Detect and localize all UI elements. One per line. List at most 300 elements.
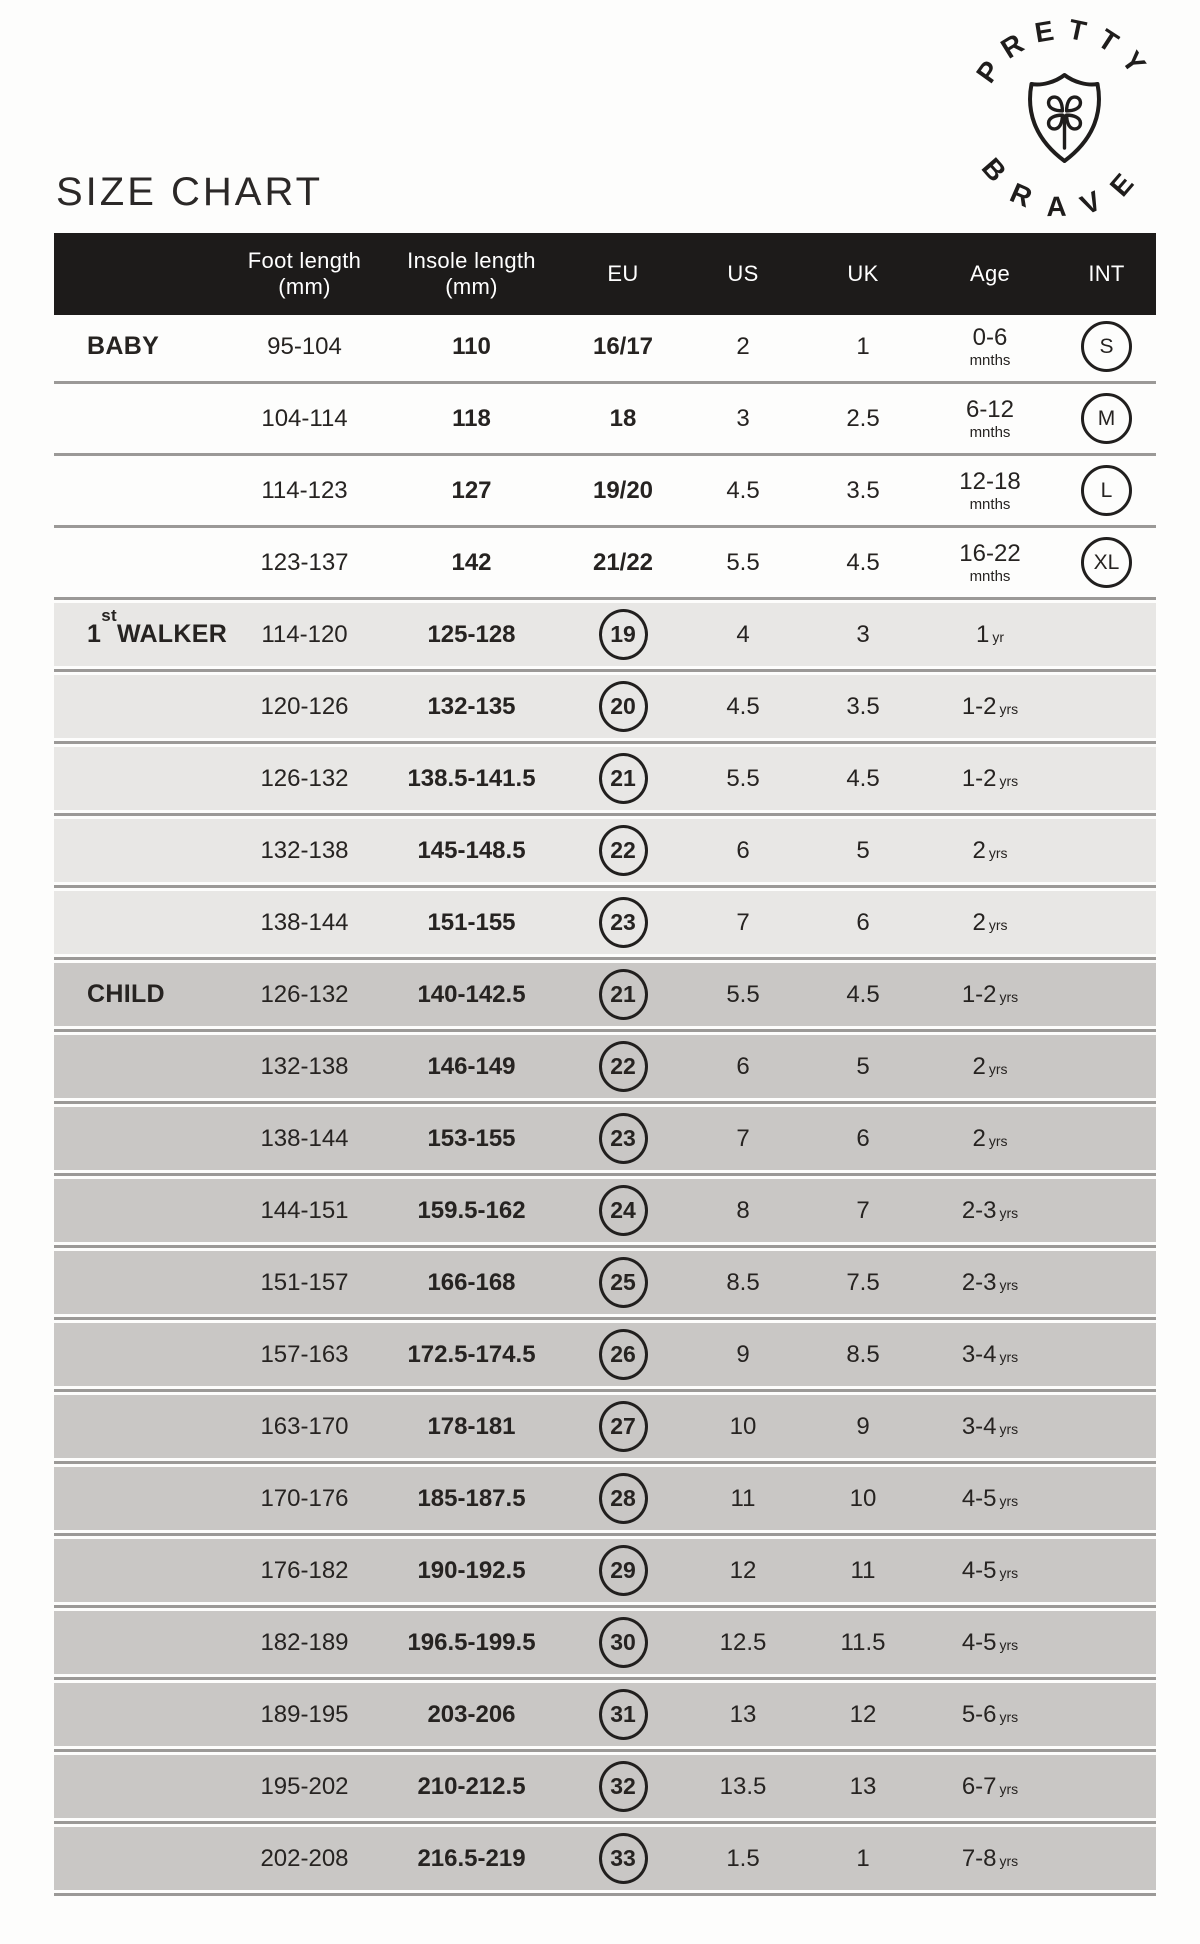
row-divider [54, 594, 1156, 603]
cell-age [923, 1323, 1057, 1386]
cell-eu-size [563, 963, 683, 1026]
age-value-group [972, 836, 1008, 864]
cell-int-size [1057, 819, 1156, 882]
age-value-group [961, 1196, 1019, 1224]
row-divider [54, 1602, 1156, 1611]
cell-eu-size [563, 1035, 683, 1098]
table-row [54, 1683, 1156, 1746]
age-value: 2 [972, 1124, 986, 1152]
table-row [54, 819, 1156, 882]
age-value-group [972, 1052, 1008, 1080]
age-value-group [961, 1484, 1019, 1512]
cell-age [923, 891, 1057, 954]
eu-size-badge: 24 [599, 1185, 648, 1236]
age-unit: mnths [969, 495, 1011, 513]
cell-int-size [1057, 891, 1156, 954]
cell-insole-length: 178-181 [427, 1412, 516, 1440]
cell-uk-size: 13 [849, 1772, 877, 1800]
cell-int-size [1057, 675, 1156, 738]
cell-uk-size: 7.5 [846, 1268, 880, 1296]
cell-uk-size: 10 [849, 1484, 877, 1512]
row-divider-line [54, 1173, 1156, 1176]
row-divider [54, 1890, 1156, 1899]
eu-size-badge: 23 [599, 1113, 648, 1164]
category-label [54, 891, 229, 954]
cell-uk-size: 3 [856, 620, 870, 648]
cell-insole-length: 210-212.5 [417, 1772, 526, 1800]
cell-foot-length: 195-202 [260, 1772, 349, 1800]
row-divider-line [54, 1245, 1156, 1248]
cell-uk-size: 3.5 [846, 476, 880, 504]
row-divider [54, 1170, 1156, 1179]
age-unit: mnths [969, 567, 1011, 585]
cell-insole-length: 142 [451, 548, 492, 576]
age-value: 2-3 [961, 1196, 997, 1224]
age-value-group [961, 1340, 1019, 1368]
cell-age [923, 1611, 1057, 1674]
category-label [54, 387, 229, 450]
cell-us-size: 8.5 [726, 1268, 760, 1296]
category-label [54, 459, 229, 522]
cell-foot-length: 202-208 [260, 1844, 349, 1872]
age-value: 3-4 [961, 1412, 997, 1440]
cell-age [923, 459, 1057, 522]
cell-eu-size [563, 1395, 683, 1458]
cell-insole-length: 138.5-141.5 [407, 764, 536, 792]
cell-age [923, 315, 1057, 378]
cell-us-size: 5.5 [726, 548, 760, 576]
row-divider-line [54, 957, 1156, 960]
row-divider-line [54, 1605, 1156, 1608]
age-value-group [961, 1268, 1019, 1296]
age-value: 4-5 [961, 1628, 997, 1656]
cell-us-size: 13.5 [719, 1772, 767, 1800]
age-value-group [965, 395, 1015, 441]
row-divider [54, 378, 1156, 387]
cell-insole-length: 166-168 [427, 1268, 516, 1296]
logo-bottom-text: BRAVE [975, 151, 1154, 223]
cell-eu-size: 18 [609, 404, 637, 432]
age-value-group [961, 980, 1019, 1008]
cell-insole-length: 145-148.5 [417, 836, 526, 864]
category-label [54, 1539, 229, 1602]
cell-eu-size: 21/22 [592, 548, 654, 576]
table-row [54, 1323, 1156, 1386]
age-value-group [959, 539, 1021, 585]
age-value-group [959, 467, 1021, 513]
cell-uk-size: 6 [856, 1124, 870, 1152]
cell-foot-length: 123-137 [260, 548, 349, 576]
table-row [54, 603, 1156, 666]
cell-int-size [1057, 1611, 1156, 1674]
cell-eu-size [563, 1251, 683, 1314]
cell-us-size: 7 [736, 1124, 750, 1152]
cell-us-size: 6 [736, 1052, 750, 1080]
cell-int-size [1057, 1323, 1156, 1386]
cell-us-size: 4 [736, 620, 750, 648]
cell-insole-length: 172.5-174.5 [407, 1340, 536, 1368]
category-label [54, 1323, 229, 1386]
age-unit: yrs [988, 1132, 1008, 1149]
row-divider [54, 1026, 1156, 1035]
cell-eu-size [563, 819, 683, 882]
row-divider [54, 1242, 1156, 1251]
eu-size-badge: 29 [599, 1545, 648, 1596]
cell-us-size: 12 [729, 1556, 757, 1584]
row-divider [54, 1386, 1156, 1395]
cell-eu-size: 19/20 [592, 476, 654, 504]
table-row [54, 675, 1156, 738]
cell-uk-size: 11.5 [840, 1628, 886, 1656]
age-unit: yrs [999, 1780, 1019, 1797]
age-value: 1-2 [961, 980, 997, 1008]
age-value-group [961, 1628, 1019, 1656]
row-divider [54, 450, 1156, 459]
age-value: 4-5 [961, 1556, 997, 1584]
cell-eu-size [563, 1179, 683, 1242]
cell-age [923, 531, 1057, 594]
category-label [54, 1467, 229, 1530]
table-row [54, 1395, 1156, 1458]
row-divider-line [54, 669, 1156, 672]
age-unit: yrs [999, 1636, 1019, 1653]
row-divider [54, 1818, 1156, 1827]
cell-foot-length: 144-151 [260, 1196, 349, 1224]
row-divider [54, 1674, 1156, 1683]
age-value-group [961, 1556, 1019, 1584]
row-divider [54, 738, 1156, 747]
cell-int-size [1057, 1395, 1156, 1458]
age-value: 5-6 [961, 1700, 997, 1728]
age-unit: yrs [999, 1276, 1019, 1293]
age-value: 3-4 [961, 1340, 997, 1368]
size-table [54, 233, 1156, 1899]
cell-insole-length: 185-187.5 [417, 1484, 526, 1512]
table-row [54, 531, 1156, 594]
category-label [54, 531, 229, 594]
age-value-group [969, 323, 1011, 369]
cell-age [923, 819, 1057, 882]
header-insole-length [380, 233, 563, 315]
cell-uk-size: 4.5 [846, 764, 880, 792]
eu-size-badge: 27 [599, 1401, 648, 1452]
age-unit: yrs [999, 1420, 1019, 1437]
cell-us-size: 7 [736, 908, 750, 936]
cell-int-size [1057, 1107, 1156, 1170]
age-value-group [961, 1412, 1019, 1440]
cell-insole-length: 196.5-199.5 [407, 1628, 536, 1656]
age-unit: yrs [999, 1708, 1019, 1725]
category-label [54, 1107, 229, 1170]
cell-age [923, 1683, 1057, 1746]
header-uk: UK [847, 261, 879, 287]
age-unit: yrs [988, 844, 1008, 861]
header-category [54, 233, 229, 315]
age-value: 12-18 [959, 467, 1021, 495]
cell-uk-size: 9 [856, 1412, 870, 1440]
cell-eu-size [563, 1827, 683, 1890]
row-divider [54, 810, 1156, 819]
cell-insole-length: 159.5-162 [417, 1196, 526, 1224]
header-age: Age [969, 261, 1011, 287]
row-divider-line [54, 1461, 1156, 1464]
cell-eu-size [563, 1755, 683, 1818]
age-value: 6-7 [961, 1772, 997, 1800]
cell-int-size [1057, 1827, 1156, 1890]
cell-int-size [1057, 1539, 1156, 1602]
cell-eu-size: 16/17 [592, 332, 654, 360]
cell-age [923, 387, 1057, 450]
row-divider-line [54, 1677, 1156, 1680]
cell-int-size [1057, 1755, 1156, 1818]
cell-age [923, 1539, 1057, 1602]
logo-top-text: PRETTY [970, 12, 1159, 89]
cell-age [923, 1107, 1057, 1170]
cell-foot-length: 138-144 [260, 908, 349, 936]
table-row [54, 1107, 1156, 1170]
age-value: 6-12 [965, 395, 1015, 423]
cell-eu-size [563, 675, 683, 738]
cell-insole-length: 190-192.5 [417, 1556, 526, 1584]
table-row [54, 1179, 1156, 1242]
age-value: 0-6 [972, 323, 1008, 351]
cell-uk-size: 5 [856, 1052, 870, 1080]
cell-us-size: 9 [736, 1340, 750, 1368]
age-value-group [961, 1700, 1019, 1728]
category-label [54, 1035, 229, 1098]
cell-uk-size: 5 [856, 836, 870, 864]
row-divider-line [54, 1533, 1156, 1536]
age-value-group [961, 1772, 1019, 1800]
eu-size-badge: 22 [599, 825, 648, 876]
row-divider-line [54, 1317, 1156, 1320]
cell-foot-length: 176-182 [260, 1556, 349, 1584]
age-value: 4-5 [961, 1484, 997, 1512]
row-divider-line [54, 741, 1156, 744]
shield-clover-icon [1030, 75, 1099, 161]
table-row [54, 1755, 1156, 1818]
int-size-badge: S [1081, 321, 1132, 372]
age-unit: yrs [999, 772, 1019, 789]
cell-age [923, 1251, 1057, 1314]
age-unit: yrs [988, 1060, 1008, 1077]
table-row [54, 1467, 1156, 1530]
cell-age [923, 1179, 1057, 1242]
age-value: 2-3 [961, 1268, 997, 1296]
cell-age [923, 747, 1057, 810]
row-divider-line [54, 885, 1156, 888]
age-value: 1-2 [961, 692, 997, 720]
cell-insole-length: 125-128 [427, 620, 516, 648]
eu-size-badge: 20 [599, 681, 648, 732]
cell-insole-length: 203-206 [427, 1700, 516, 1728]
row-divider-line [54, 597, 1156, 600]
cell-insole-length: 118 [452, 404, 491, 432]
cell-us-size: 4.5 [726, 692, 760, 720]
cell-int-size [1057, 603, 1156, 666]
cell-age [923, 675, 1057, 738]
cell-foot-length: 104-114 [261, 404, 348, 432]
table-row [54, 1611, 1156, 1674]
cell-age [923, 963, 1057, 1026]
category-label [54, 1683, 229, 1746]
cell-int-size [1057, 531, 1156, 594]
table-row [54, 1827, 1156, 1890]
row-divider [54, 522, 1156, 531]
cell-int-size [1057, 387, 1156, 450]
age-unit: yrs [988, 916, 1008, 933]
cell-us-size: 5.5 [726, 980, 760, 1008]
age-value-group [961, 1844, 1019, 1872]
category-label-text: BABY [87, 332, 160, 360]
age-value: 2 [972, 836, 986, 864]
cell-uk-size: 11 [850, 1556, 876, 1584]
header-us: US [727, 261, 759, 287]
page-title: SIZE CHART [56, 170, 324, 214]
category-label [54, 1827, 229, 1890]
row-divider [54, 1746, 1156, 1755]
cell-foot-length: 95-104 [267, 332, 342, 360]
cell-eu-size [563, 1323, 683, 1386]
row-divider-line [54, 453, 1156, 456]
cell-age [923, 603, 1057, 666]
age-unit: yrs [999, 1492, 1019, 1509]
cell-int-size [1057, 1035, 1156, 1098]
cell-foot-length: 114-123 [261, 476, 348, 504]
eu-size-badge: 21 [599, 969, 648, 1020]
cell-insole-length: 127 [451, 476, 492, 504]
row-divider-line [54, 813, 1156, 816]
cell-insole-length: 146-149 [427, 1052, 516, 1080]
cell-eu-size [563, 747, 683, 810]
cell-insole-length: 110 [452, 332, 491, 360]
header-int: INT [1088, 261, 1125, 287]
int-size-badge: XL [1081, 537, 1132, 588]
age-unit: mnths [969, 423, 1011, 441]
cell-foot-length: 132-138 [260, 836, 349, 864]
cell-foot-length: 151-157 [260, 1268, 349, 1296]
cell-int-size [1057, 1251, 1156, 1314]
cell-eu-size [563, 891, 683, 954]
cell-us-size: 13 [729, 1700, 757, 1728]
cell-uk-size: 8.5 [846, 1340, 880, 1368]
table-row [54, 963, 1156, 1026]
row-divider-line [54, 1893, 1156, 1896]
cell-int-size [1057, 963, 1156, 1026]
cell-age [923, 1035, 1057, 1098]
cell-uk-size: 7 [856, 1196, 870, 1224]
age-unit: yrs [999, 988, 1019, 1005]
eu-size-badge: 23 [599, 897, 648, 948]
eu-size-badge: 28 [599, 1473, 648, 1524]
cell-uk-size: 2.5 [846, 404, 880, 432]
header-foot-length-label: Foot length [247, 248, 362, 274]
cell-foot-length: 132-138 [260, 1052, 349, 1080]
cell-foot-length: 126-132 [260, 764, 349, 792]
category-label [54, 603, 229, 666]
cell-insole-length: 140-142.5 [417, 980, 526, 1008]
age-value: 7-8 [961, 1844, 997, 1872]
category-label [54, 1755, 229, 1818]
cell-us-size: 3 [736, 404, 750, 432]
cell-us-size: 11 [730, 1484, 756, 1512]
age-value-group [972, 908, 1008, 936]
cell-us-size: 4.5 [726, 476, 760, 504]
age-unit: yr [992, 628, 1005, 645]
cell-us-size: 6 [736, 836, 750, 864]
cell-foot-length: 170-176 [260, 1484, 349, 1512]
cell-age [923, 1827, 1057, 1890]
age-unit: yrs [999, 1564, 1019, 1581]
row-divider-line [54, 525, 1156, 528]
eu-size-badge: 32 [599, 1761, 648, 1812]
eu-size-badge: 25 [599, 1257, 648, 1308]
eu-size-badge: 30 [599, 1617, 648, 1668]
cell-uk-size: 4.5 [846, 980, 880, 1008]
header-insole-length-label: Insole length [407, 248, 536, 274]
cell-us-size: 5.5 [726, 764, 760, 792]
row-divider-line [54, 381, 1156, 384]
table-header-row [54, 233, 1156, 315]
cell-foot-length: 189-195 [260, 1700, 349, 1728]
eu-size-badge: 31 [599, 1689, 648, 1740]
cell-insole-length: 153-155 [427, 1124, 516, 1152]
row-divider [54, 1098, 1156, 1107]
row-divider-line [54, 1749, 1156, 1752]
age-value-group [975, 620, 1005, 648]
cell-eu-size [563, 1683, 683, 1746]
category-label [54, 1251, 229, 1314]
cell-foot-length: 138-144 [260, 1124, 349, 1152]
eu-size-badge: 22 [599, 1041, 648, 1092]
table-row [54, 747, 1156, 810]
cell-uk-size: 4.5 [846, 548, 880, 576]
age-value: 2 [972, 908, 986, 936]
eu-size-badge: 33 [599, 1833, 648, 1884]
cell-uk-size: 3.5 [846, 692, 880, 720]
cell-us-size: 12.5 [719, 1628, 767, 1656]
age-value-group [961, 692, 1019, 720]
category-label [54, 1179, 229, 1242]
table-body [54, 315, 1156, 1899]
header-foot-length [229, 233, 380, 315]
cell-eu-size [563, 1467, 683, 1530]
category-label [54, 747, 229, 810]
cell-int-size [1057, 1179, 1156, 1242]
cell-eu-size [563, 1539, 683, 1602]
pretty-brave-logo [952, 10, 1177, 230]
row-divider [54, 1314, 1156, 1323]
cell-int-size [1057, 459, 1156, 522]
category-label [54, 963, 229, 1026]
cell-eu-size [563, 1107, 683, 1170]
age-unit: yrs [999, 1204, 1019, 1221]
row-divider [54, 666, 1156, 675]
cell-int-size [1057, 1683, 1156, 1746]
age-value-group [961, 764, 1019, 792]
category-label-text: 1 [87, 620, 102, 648]
row-divider-line [54, 1029, 1156, 1032]
cell-age [923, 1755, 1057, 1818]
cell-uk-size: 12 [849, 1700, 877, 1728]
cell-uk-size: 1 [856, 1844, 870, 1872]
cell-foot-length: 163-170 [260, 1412, 349, 1440]
age-unit: yrs [999, 700, 1019, 717]
category-label-text: WALKER [116, 620, 228, 648]
header-foot-length-unit: (mm) [278, 274, 331, 299]
cell-eu-size [563, 603, 683, 666]
row-divider [54, 882, 1156, 891]
